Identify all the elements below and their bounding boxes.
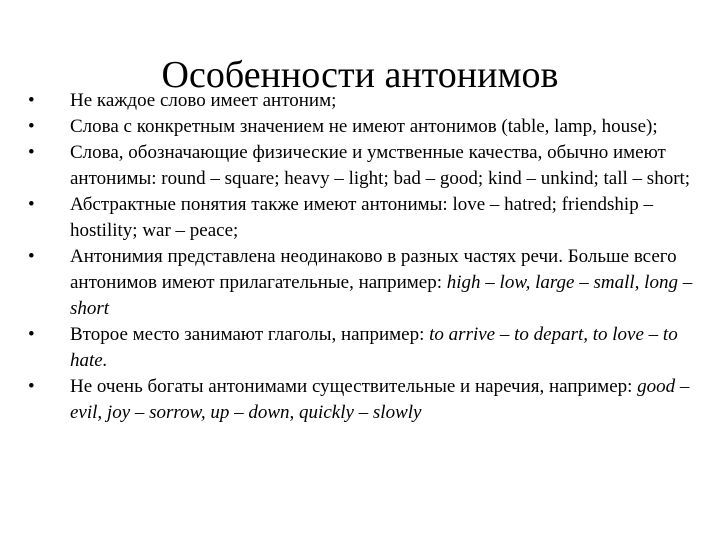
bullet-icon: •	[28, 116, 35, 137]
bullet-icon: •	[28, 324, 35, 345]
bullet-icon: •	[28, 376, 35, 397]
bullet-example-text: high – low, large – small, long – short	[70, 272, 693, 319]
bullet-item	[28, 140, 700, 192]
bullet-text: Абстрактные понятия также имеют антонимы: love – hatred; friendship – hostility; war – peace;	[70, 194, 653, 241]
bullet-example-text: good – evil, joy – sorrow, up – down, quickly – slowly	[70, 376, 690, 423]
bullet-item	[28, 322, 700, 374]
bullet-example-text: to arrive – to depart, to love – to hate.	[70, 324, 678, 371]
bullet-text: Второе место занимают глаголы, например:	[70, 324, 430, 345]
bullet-icon: •	[28, 246, 35, 267]
bullet-item	[28, 114, 700, 140]
bullet-text: Слова с конкретным значением не имеют антонимов (table, lamp, house);	[70, 116, 658, 137]
bullet-item	[28, 374, 700, 426]
bullet-icon: •	[28, 194, 35, 215]
bullet-icon: •	[28, 142, 35, 163]
bullet-text: Антонимия представлена неодинаково в разных частях речи. Больше всего антонимов имеют прилагательные, например:	[70, 246, 677, 293]
bullet-item	[28, 192, 700, 244]
bullet-text: Слова, обозначающие физические и умственные качества, обычно имеют антонимы: round – square; heavy – light; bad – good; kind – unkind; tall – short;	[70, 142, 691, 189]
bullet-item	[28, 88, 700, 114]
bullet-text: Не каждое слово имеет антоним;	[70, 90, 337, 111]
bullet-list	[28, 88, 700, 426]
bullet-text: Не очень богаты антонимами существительные и наречия, например:	[70, 376, 638, 397]
bullet-item	[28, 244, 700, 322]
slide-title: Особенности антонимов	[161, 54, 559, 97]
bullet-icon: •	[28, 90, 35, 111]
